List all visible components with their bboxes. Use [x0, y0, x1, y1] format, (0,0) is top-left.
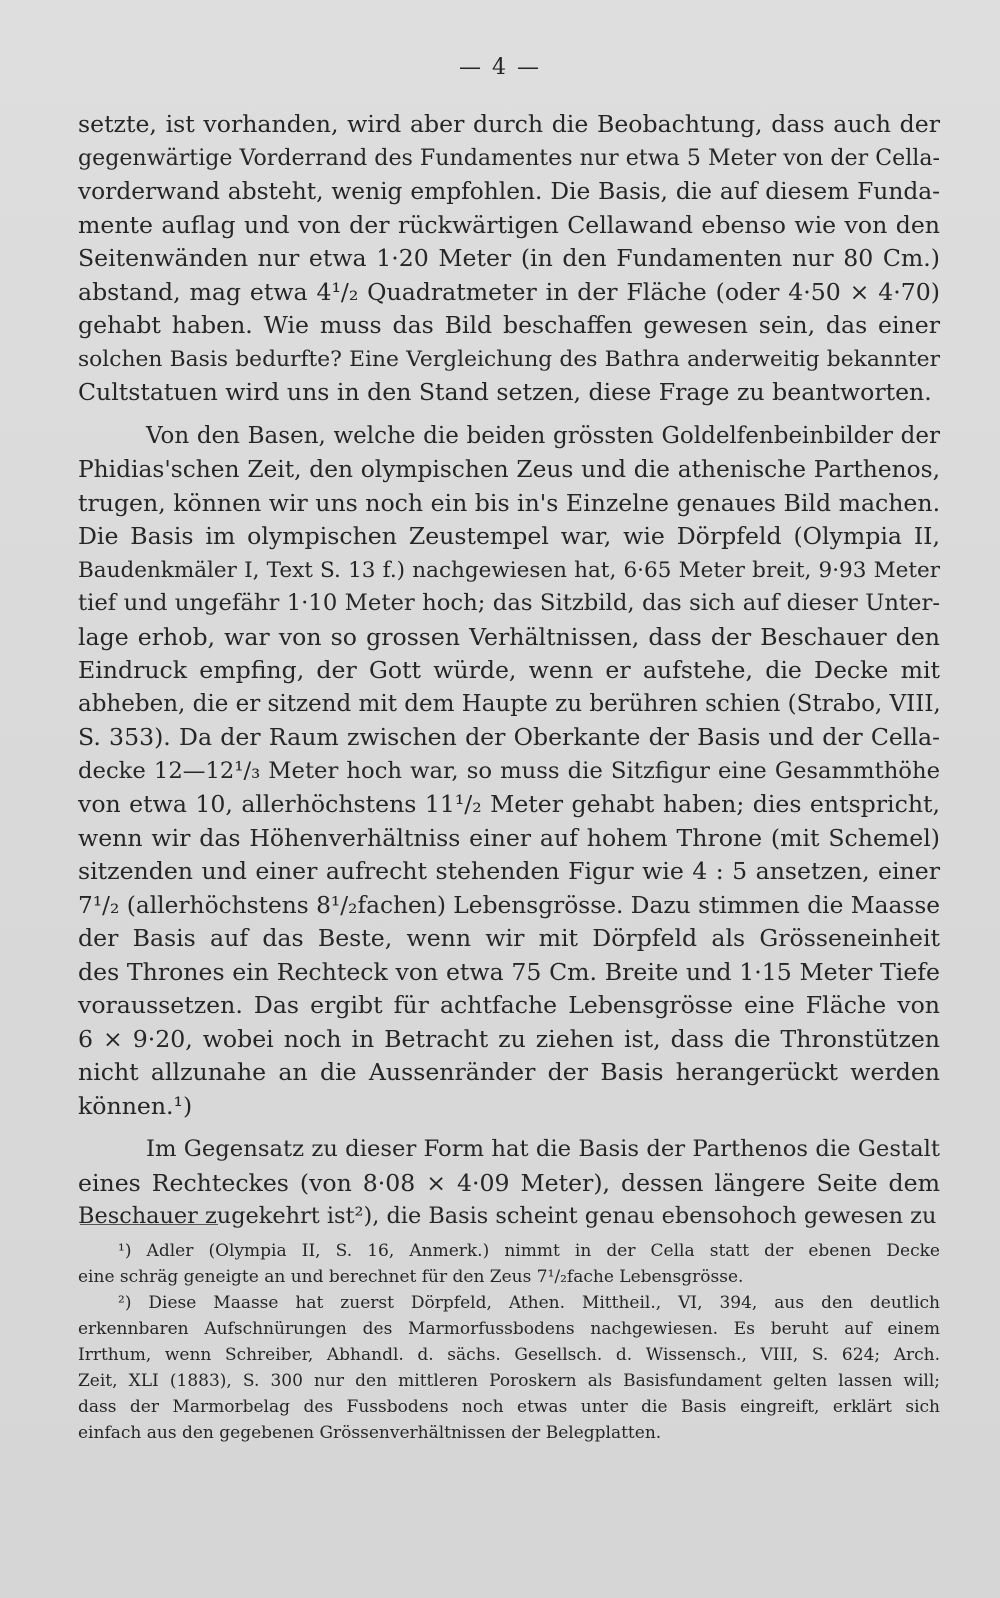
- text-line: von etwa 10, allerhöchstens 11¹/₂ Meter gehabt haben; dies entspricht,: [78, 790, 940, 818]
- text-line: tief und ungefähr 1·10 Meter hoch; das Sitzbild, das sich auf dieser Unter-: [78, 590, 940, 616]
- body-text: [78, 108, 940, 1234]
- text-line: 7¹/₂ (allerhöchstens 8¹/₂fachen) Lebensgrösse. Dazu stimmen die Maasse: [78, 891, 941, 919]
- text-line: gehabt haben. Wie muss das Bild beschaffen gewesen sein, das einer: [78, 311, 940, 339]
- footnote-line: dass der Marmorbelag des Fussbodens noch etwas unter die Basis eingreift, erklärt sich: [78, 1397, 940, 1417]
- footnote-line: Irrthum, wenn Schreiber, Abhandl. d. sächs. Gesellsch. d. Wissensch., VIII, S. 624; Arch.: [78, 1345, 940, 1365]
- text-line: abstand, mag etwa 4¹/₂ Quadratmeter in der Fläche (oder 4·50 × 4·70): [78, 277, 940, 306]
- text-line: sitzenden und einer aufrecht stehenden Figur wie 4 : 5 ansetzen, einer: [78, 857, 940, 885]
- text-line: Die Basis im olympischen Zeustempel war, wie Dörpfeld (Olympia II,: [78, 522, 940, 550]
- paragraph: [78, 1133, 940, 1234]
- text-line: setzte, ist vorhanden, wird aber durch die Beobachtung, dass auch der: [78, 110, 940, 138]
- footnote: [78, 1290, 940, 1446]
- text-line: gegenwärtige Vorderrand des Fundamentes nur etwa 5 Meter von der Cella-: [78, 144, 940, 171]
- text-line: nicht allzunahe an die Aussenränder der Basis herangerückt werden: [78, 1058, 940, 1086]
- text-line: Von den Basen, welche die beiden grössten Goldelfenbeinbilder der: [146, 422, 940, 449]
- text-line: lage erhob, war von so grossen Verhältnissen, dass der Beschauer den: [78, 622, 940, 651]
- footnote-line: eine schräg geneigte an und berechnet für den Zeus 7¹/₂fache Lebensgrösse.: [78, 1267, 744, 1287]
- page-number: — 4 —: [459, 55, 541, 80]
- text-line: 6 × 9·20, wobei noch in Betracht zu ziehen ist, dass die Thronstützen: [78, 1024, 940, 1053]
- footnote-line: Zeit, XLI (1883), S. 300 nur den mittleren Poroskern als Basisfundament gelten lassen will;: [78, 1371, 940, 1391]
- text-line: wenn wir das Höhenverhältniss einer auf hohem Throne (mit Schemel): [78, 823, 940, 852]
- text-line: mente auflag und von der rückwärtigen Cellawand ebenso wie von den: [78, 210, 940, 239]
- text-line: voraussetzen. Das ergibt für achtfache Lebensgrösse eine Fläche von: [78, 991, 940, 1019]
- text-line: trugen, können wir uns noch ein bis in's Einzelne genaues Bild machen.: [78, 488, 941, 517]
- paragraph: [78, 420, 940, 1124]
- text-line: Beschauer zugekehrt ist²), die Basis scheint genau ebensohoch gewesen zu: [78, 1203, 937, 1229]
- text-line: decke 12—12¹/₃ Meter hoch war, so muss die Sitzfigur eine Gesammthöhe: [78, 757, 940, 784]
- text-line: solchen Basis bedurfte? Eine Vergleichung des Bathra anderweitig bekannter: [78, 346, 940, 372]
- text-line: eines Rechteckes (von 8·08 × 4·09 Meter), dessen längere Seite dem: [78, 1168, 940, 1197]
- footnote-line: ¹) Adler (Olympia II, S. 16, Anmerk.) nimmt in der Cella statt der ebenen Decke: [118, 1241, 940, 1261]
- footnote-line: erkennbaren Aufschnürungen des Marmorfussbodens nachgewiesen. Es beruht auf einem: [78, 1319, 940, 1339]
- text-line: der Basis auf das Beste, wenn wir mit Dörpfeld als Grösseneinheit: [78, 924, 940, 952]
- text-line: des Thrones ein Rechteck von etwa 75 Cm. Breite und 1·15 Meter Tiefe: [78, 957, 940, 986]
- text-line: Im Gegensatz zu dieser Form hat die Basis der Parthenos die Gestalt: [146, 1136, 940, 1162]
- text-line: Seitenwänden nur etwa 1·20 Meter (in den Fundamenten nur 80 Cm.): [78, 244, 940, 272]
- footnote-line: ²) Diese Maasse hat zuerst Dörpfeld, Athen. Mittheil., VI, 394, aus den deutlich: [118, 1293, 940, 1313]
- footnote-line: einfach aus den gegebenen Grössenverhältnissen der Belegplatten.: [78, 1423, 662, 1443]
- footnote: [78, 1238, 940, 1290]
- text-line: vorderwand absteht, wenig empfohlen. Die Basis, die auf diesem Funda-: [78, 178, 940, 205]
- text-line: Eindruck empfing, der Gott würde, wenn er aufstehe, die Decke mit: [78, 656, 940, 684]
- paragraph: [78, 108, 940, 410]
- text-line: abheben, die er sitzend mit dem Haupte zu berühren schien (Strabo, VIII,: [78, 690, 941, 717]
- text-line: Baudenkmäler I, Text S. 13 f.) nachgewiesen hat, 6·65 Meter breit, 9·93 Meter: [78, 557, 940, 583]
- footnotes: [78, 1238, 940, 1446]
- text-line: können.¹): [78, 1091, 193, 1120]
- paragraph-gap: [78, 410, 940, 420]
- text-line: Phidias'schen Zeit, den olympischen Zeus und die athenische Parthenos,: [78, 456, 940, 483]
- footnote-divider: [80, 1224, 218, 1225]
- text-line: Cultstatuen wird uns in den Stand setzen, diese Frage zu beantworten.: [78, 378, 932, 406]
- paragraph-gap: [78, 1123, 940, 1133]
- text-line: S. 353). Da der Raum zwischen der Oberkante der Basis und der Cella-: [78, 723, 940, 751]
